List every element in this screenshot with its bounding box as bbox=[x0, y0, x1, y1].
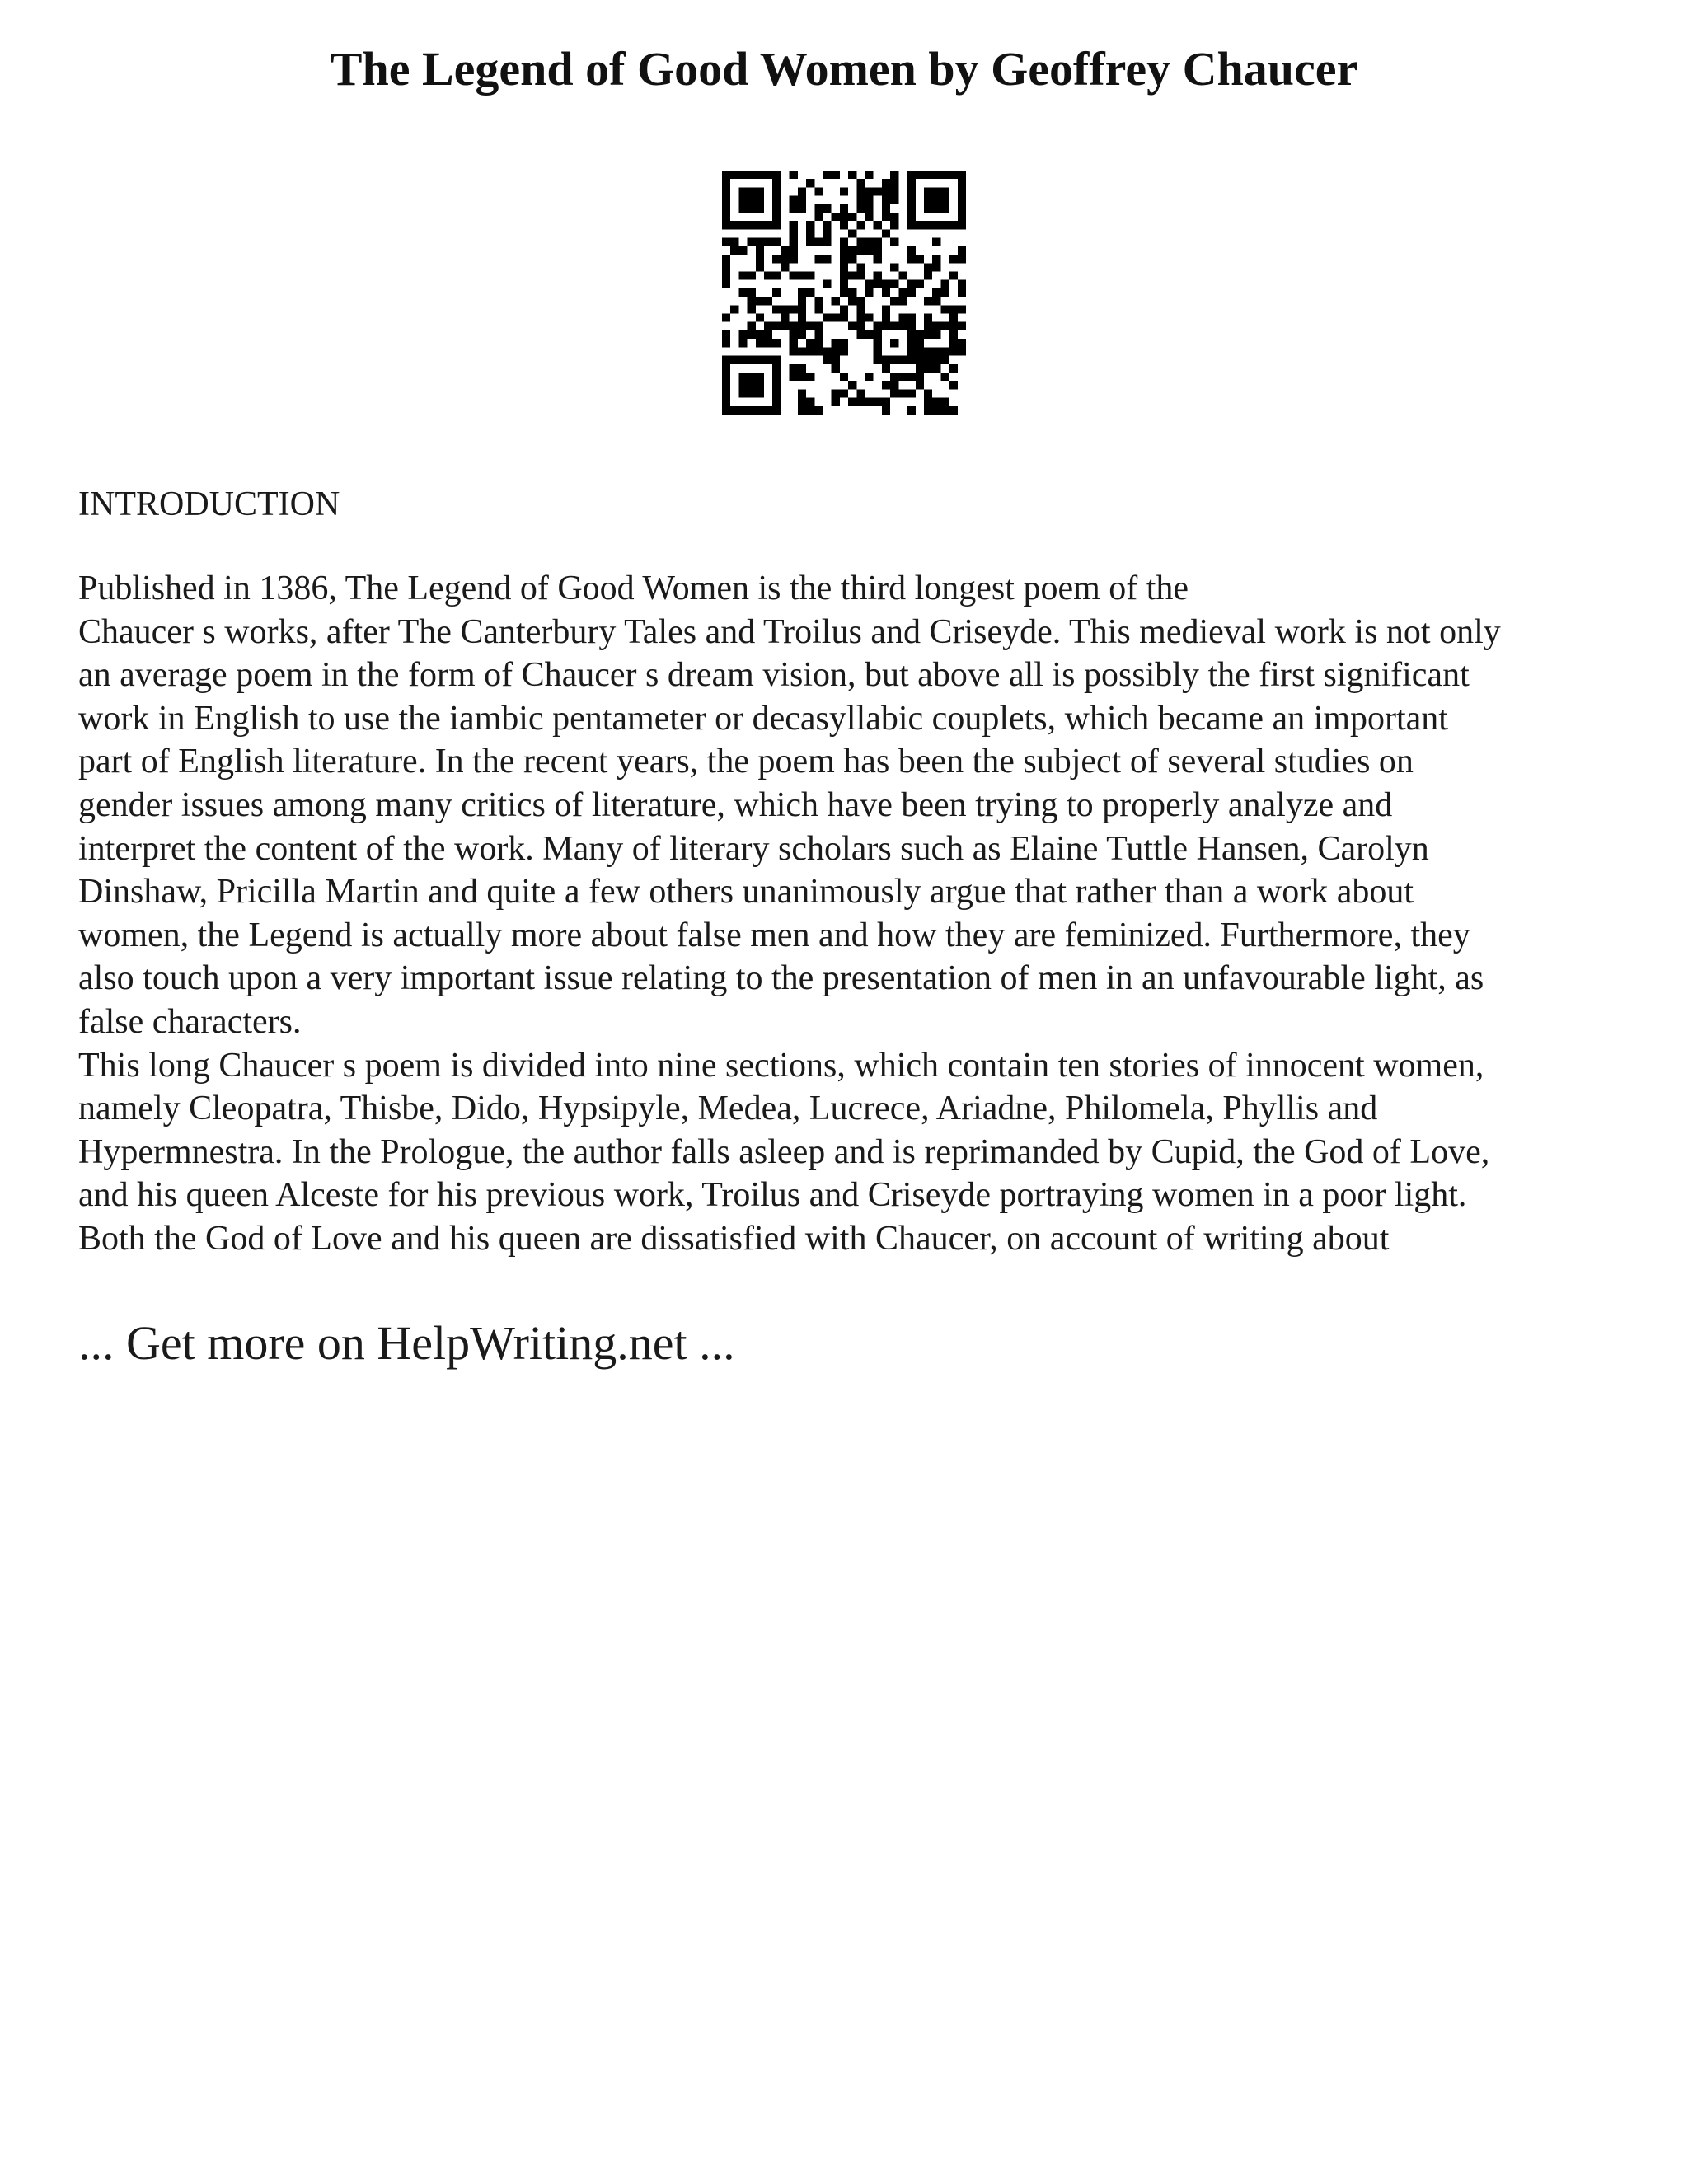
paragraph-line: false characters. bbox=[78, 1002, 302, 1041]
paragraph-line: and his queen Alceste for his previous work, Troilus and Criseyde portraying women in a poor light. bbox=[78, 1176, 1467, 1215]
get-more-link[interactable]: ... Get more on HelpWriting.net ... bbox=[78, 1316, 735, 1370]
paragraph-line: Dinshaw, Pricilla Martin and quite a few others unanimously argue that rather than a work about bbox=[78, 873, 1414, 912]
paragraph-line: women, the Legend is actually more about false men and how they are feminized. Furthermore, they bbox=[78, 916, 1470, 954]
paragraph-line: Published in 1386, The Legend of Good Women is the third longest poem of the bbox=[78, 569, 1189, 607]
paragraph-line: also touch upon a very important issue relating to the presentation of men in an unfavourable light, as bbox=[78, 959, 1484, 998]
section-heading: INTRODUCTION bbox=[78, 485, 340, 523]
paragraph-line: Chaucer s works, after The Canterbury Tales and Troilus and Criseyde. This medieval work is not only bbox=[78, 612, 1501, 651]
paragraph-line: gender issues among many critics of literature, which have been trying to properly analyze and bbox=[78, 785, 1393, 824]
paragraph-line: Hypermnestra. In the Prologue, the author falls asleep and is reprimanded by Cupid, the God of Love, bbox=[78, 1132, 1490, 1171]
qr-code-icon bbox=[722, 171, 966, 415]
body-paragraph bbox=[78, 567, 1628, 1261]
paragraph-line: work in English to use the iambic pentameter or decasyllabic couplets, which became an important bbox=[78, 699, 1448, 738]
paragraph-line: part of English literature. In the recent years, the poem has been the subject of several studies on bbox=[78, 743, 1414, 781]
document-title: The Legend of Good Women by Geoffrey Chaucer bbox=[330, 42, 1358, 96]
paragraph-line: Both the God of Love and his queen are dissatisfied with Chaucer, on account of writing about bbox=[78, 1219, 1390, 1258]
paragraph-line: interpret the content of the work. Many of literary scholars such as Elaine Tuttle Hansen, Carolyn bbox=[78, 829, 1429, 868]
paragraph-line: namely Cleopatra, Thisbe, Dido, Hypsipyle, Medea, Lucrece, Ariadne, Philomela, Phyllis and bbox=[78, 1090, 1378, 1128]
paragraph-line: an average poem in the form of Chaucer s dream vision, but above all is possibly the first significant bbox=[78, 656, 1470, 695]
paragraph-line: This long Chaucer s poem is divided into nine sections, which contain ten stories of innocent women, bbox=[78, 1046, 1484, 1085]
